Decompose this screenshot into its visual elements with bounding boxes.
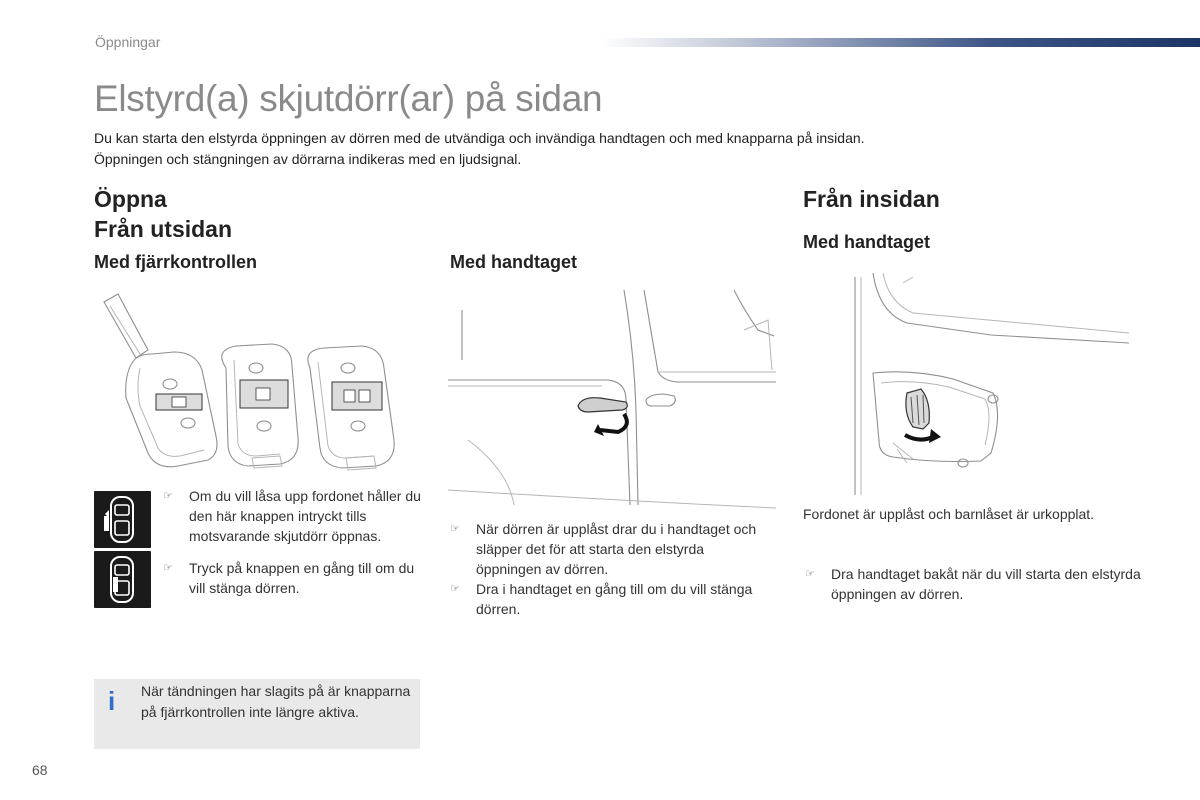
heading-open: Öppna (94, 186, 167, 212)
inside-handle-illustration (853, 273, 1133, 495)
pointer-icon: ☞ (163, 490, 173, 502)
pointer-icon: ☞ (450, 583, 460, 595)
bullet-text: När dörren är upplåst drar du i handtaget och släpper det för att starta den elstyrda öppningen av dörren. (476, 521, 757, 577)
page-number: 68 (32, 762, 48, 778)
inside-handle-instructions (805, 564, 1145, 604)
outside-handle-illustration (448, 290, 776, 512)
heading-from-inside: Från insidan (803, 186, 940, 212)
pointer-icon: ☞ (450, 523, 460, 535)
heading-inside-handle: Med handtaget (803, 232, 931, 252)
info-icon: i (108, 686, 116, 716)
remote-keys-illustration (96, 288, 416, 480)
bullet-text: Tryck på knappen en gång till om du vill stänga dörren. (189, 560, 415, 596)
info-text: När tändningen har slagits på är knapparna på fjärrkontrollen inte längre aktiva. (141, 683, 411, 720)
heading-from-outside: Från utsidan (94, 216, 233, 242)
section-label: Öppningar (95, 34, 161, 50)
list-item (163, 486, 421, 546)
pointer-icon: ☞ (805, 568, 815, 580)
bullet-text: Dra i handtaget en gång till om du vill stänga dörren. (476, 581, 753, 617)
heading-remote: Med fjärrkontrollen (94, 252, 258, 272)
heading-outside-handle: Med handtaget (450, 252, 578, 272)
intro-text (94, 128, 994, 170)
info-box (94, 679, 420, 749)
inside-note: Fordonet är upplåst och barnlåset är urkopplat. (803, 506, 1095, 522)
van-unlock-icon (94, 491, 151, 548)
list-item (163, 558, 421, 598)
list-item (805, 564, 1145, 604)
list-item (450, 519, 770, 579)
bullet-text: Dra handtaget bakåt när du vill starta den elstyrda öppningen av dörren. (831, 566, 1141, 602)
intro-line-2: Öppningen och stängningen av dörrarna indikeras med en ljudsignal. (94, 151, 522, 167)
remote-instructions (163, 486, 421, 598)
pointer-icon: ☞ (163, 562, 173, 574)
intro-line-1: Du kan starta den elstyrda öppningen av dörren med de utvändiga och invändiga handtagen och med knapparna på insidan. (94, 130, 865, 146)
outside-handle-instructions (450, 519, 770, 619)
bullet-text: Om du vill låsa upp fordonet håller du den här knappen intryckt tills motsvarande skjutdörr öppnas. (189, 488, 421, 544)
header-bar (600, 38, 1200, 47)
van-lock-icon (94, 551, 151, 608)
list-item (450, 579, 770, 619)
page-title: Elstyrd(a) skjutdörr(ar) på sidan (94, 78, 603, 119)
